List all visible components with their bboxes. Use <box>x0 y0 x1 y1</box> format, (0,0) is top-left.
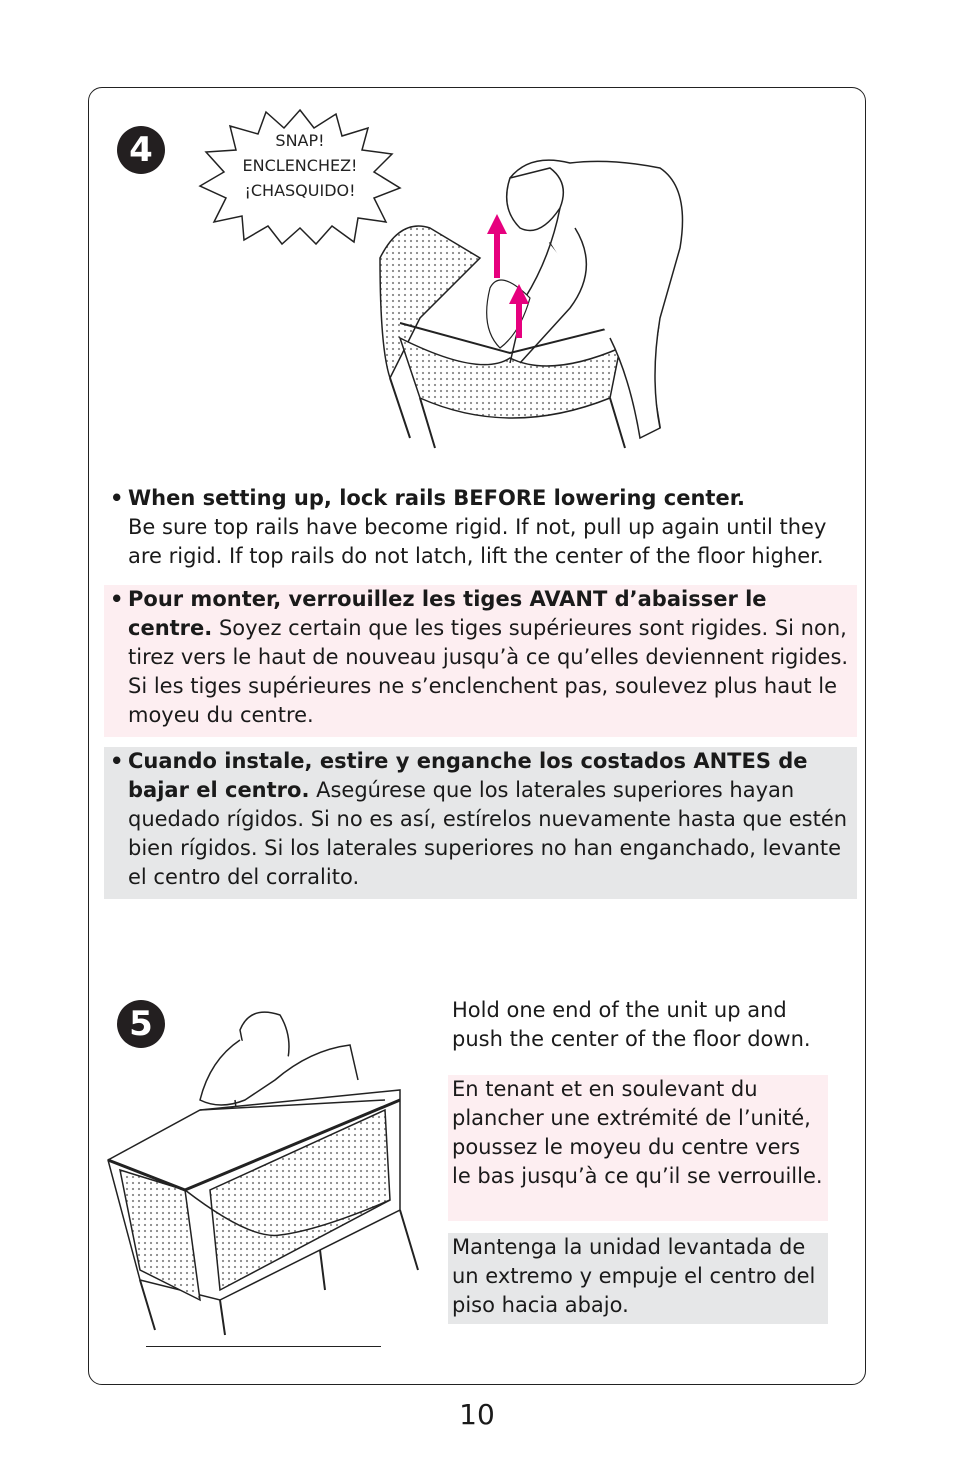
callout-line: ¡CHASQUIDO! <box>244 181 356 200</box>
fr-body: Soyez certain que les tiges supérieures sont rigides. Si non, tirez vers le haut de nouveau jusqu’à ce qu’elles deviennent rigides. Si les tiges supérieures ne s’enclenchent pas, soulevez plus haut le moyeu du centre. <box>128 616 849 727</box>
es-body: Asegúrese que los laterales superiores hayan quedado rígidos. Si no es así, estírelos nuevamente hasta que estén bien rígidos. Si los laterales superiores no han enganchado, levante el centro del corralito. <box>128 778 848 889</box>
step-4-illustration <box>360 148 700 458</box>
en-body: Be sure top rails have become rigid. If not, pull up again until they are rigid. If top rails do not latch, lift the center of the floor higher. <box>128 515 827 568</box>
en-heading: When setting up, lock rails BEFORE lowering center. <box>128 486 746 510</box>
divider-line <box>146 1346 381 1347</box>
bullet: • <box>110 749 124 773</box>
step-5-english: Hold one end of the unit up and push the center of the floor down. <box>452 998 811 1051</box>
bullet: • <box>110 486 124 510</box>
step-5-badge: 5 <box>117 1000 165 1048</box>
step-4-spanish <box>104 747 857 899</box>
step-5-spanish: Mantenga la unidad levantada de un extremo y empuje el centro del piso hacia abajo. <box>448 1233 828 1324</box>
fr-heading: Pour monter, verrouillez les tiges AVANT d’abaisser le centre. <box>128 587 767 640</box>
callout-line: SNAP! <box>275 131 325 150</box>
step-4-badge: 4 <box>117 126 165 174</box>
step-4-french <box>104 585 857 737</box>
step-5-illustration <box>100 1000 420 1345</box>
step-5-french: En tenant et en soulevant du plancher une extrémité de l’unité, poussez le moyeu du centre vers le bas jusqu’à ce qu’il se verrouille. <box>448 1075 828 1221</box>
page-number: 10 <box>459 1398 495 1431</box>
bullet: • <box>110 587 124 611</box>
es-heading: Cuando instale, estire y enganche los costados ANTES de bajar el centro. <box>128 749 808 802</box>
callout-line: ENCLENCHEZ! <box>242 156 358 175</box>
step-4-english <box>110 484 860 571</box>
